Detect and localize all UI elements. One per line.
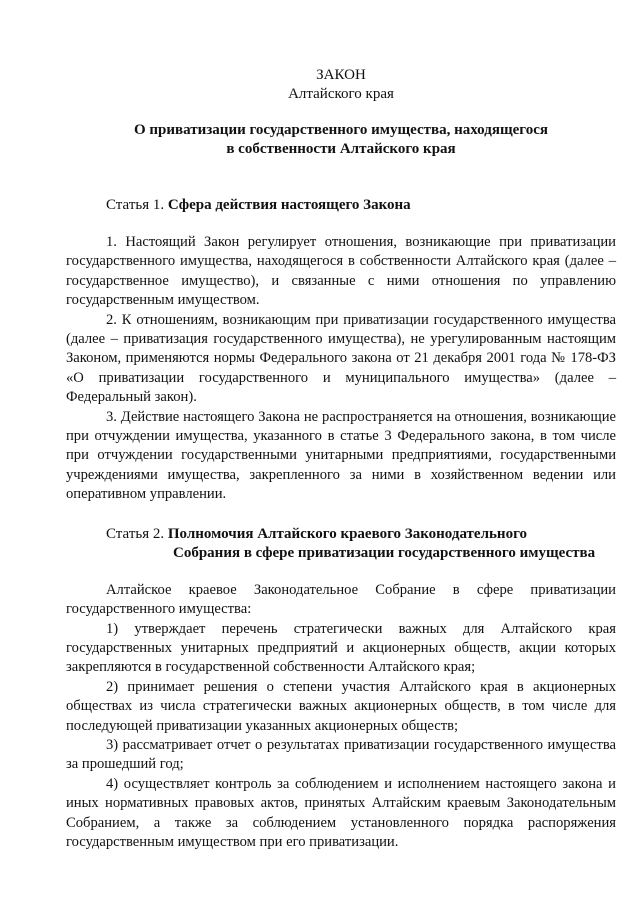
article-1-prefix: Статья 1. — [106, 197, 165, 213]
article-2-item-3: 3) рассматривает отчет о результатах приватизации государственного имущества за прошедший год; — [66, 736, 616, 773]
document-title — [66, 121, 616, 159]
document-page — [66, 66, 616, 852]
document-title-line-2: в собственности Алтайского края — [226, 141, 456, 157]
article-2-title-line-1: Полномочия Алтайского краевого Законодательного — [167, 525, 528, 542]
document-title-line-1: О приватизации государственного имущества, находящегося — [134, 122, 548, 138]
article-2-title-line-2: Собрания в сфере приватизации государственного имущества — [173, 544, 596, 561]
region-name: Алтайского края — [288, 86, 394, 102]
article-2-prefix: Статья 2. — [106, 525, 165, 542]
article-2-intro: Алтайское краевое Законодательное Собрание в сфере приватизации государственного имущества: — [66, 581, 616, 618]
article-1-body — [66, 233, 616, 505]
article-1-paragraph-3: 3. Действие настоящего Закона не распространяется на отношения, возникающие при отчуждении имущества, указанного в статье 3 Федерального закона, в том числе при отчуждении государственными унитарными предприятиями, государственными учреждениями имущества, закрепленного за ними в хозяйственном ведении или оперативном управлении. — [66, 408, 616, 503]
article-1-paragraph-2: 2. К отношениям, возникающим при приватизации государственного имущества (далее – приватизация государственного имущества), не урегулированным настоящим Законом, применяются нормы Федерального закона от 21 декабря 2001 года № 178-ФЗ «О приватизации государственного и муниципального имущества» (далее – Федеральный закон). — [66, 311, 616, 406]
article-2-body — [66, 581, 616, 853]
document-header — [66, 66, 616, 159]
article-1-paragraph-1: 1. Настоящий Закон регулирует отношения, возникающие при приватизации государственного имущества, находящегося в собственности Алтайского края (далее – государственное имущество), и связанные с ними отношения по управлению государственным имуществом. — [66, 234, 616, 309]
article-1-heading — [66, 196, 616, 215]
article-2-item-4: 4) осуществляет контроль за соблюдением и исполнением настоящего закона и иных нормативных правовых актов, принятых Алтайским краевым Законодательным Собранием, а также за соблюдением установленного порядка распоряжения государственным имуществом при его приватизации. — [66, 775, 616, 850]
law-word: ЗАКОН — [316, 67, 366, 83]
article-1-title: Сфера действия настоящего Закона — [167, 197, 411, 213]
article-2-item-1: 1) утверждает перечень стратегически важных для Алтайского края государственных унитарных предприятий и акционерных обществ, акции которых закрепляются в государственной собственности Алтайского края; — [66, 620, 616, 676]
article-2-heading — [66, 525, 616, 563]
article-2-item-2: 2) принимает решения о степени участия Алтайского края в акционерных обществах из числа стратегически важных акционерных обществ, в том числе для последующей приватизации указанных акционерных обществ; — [66, 678, 616, 734]
